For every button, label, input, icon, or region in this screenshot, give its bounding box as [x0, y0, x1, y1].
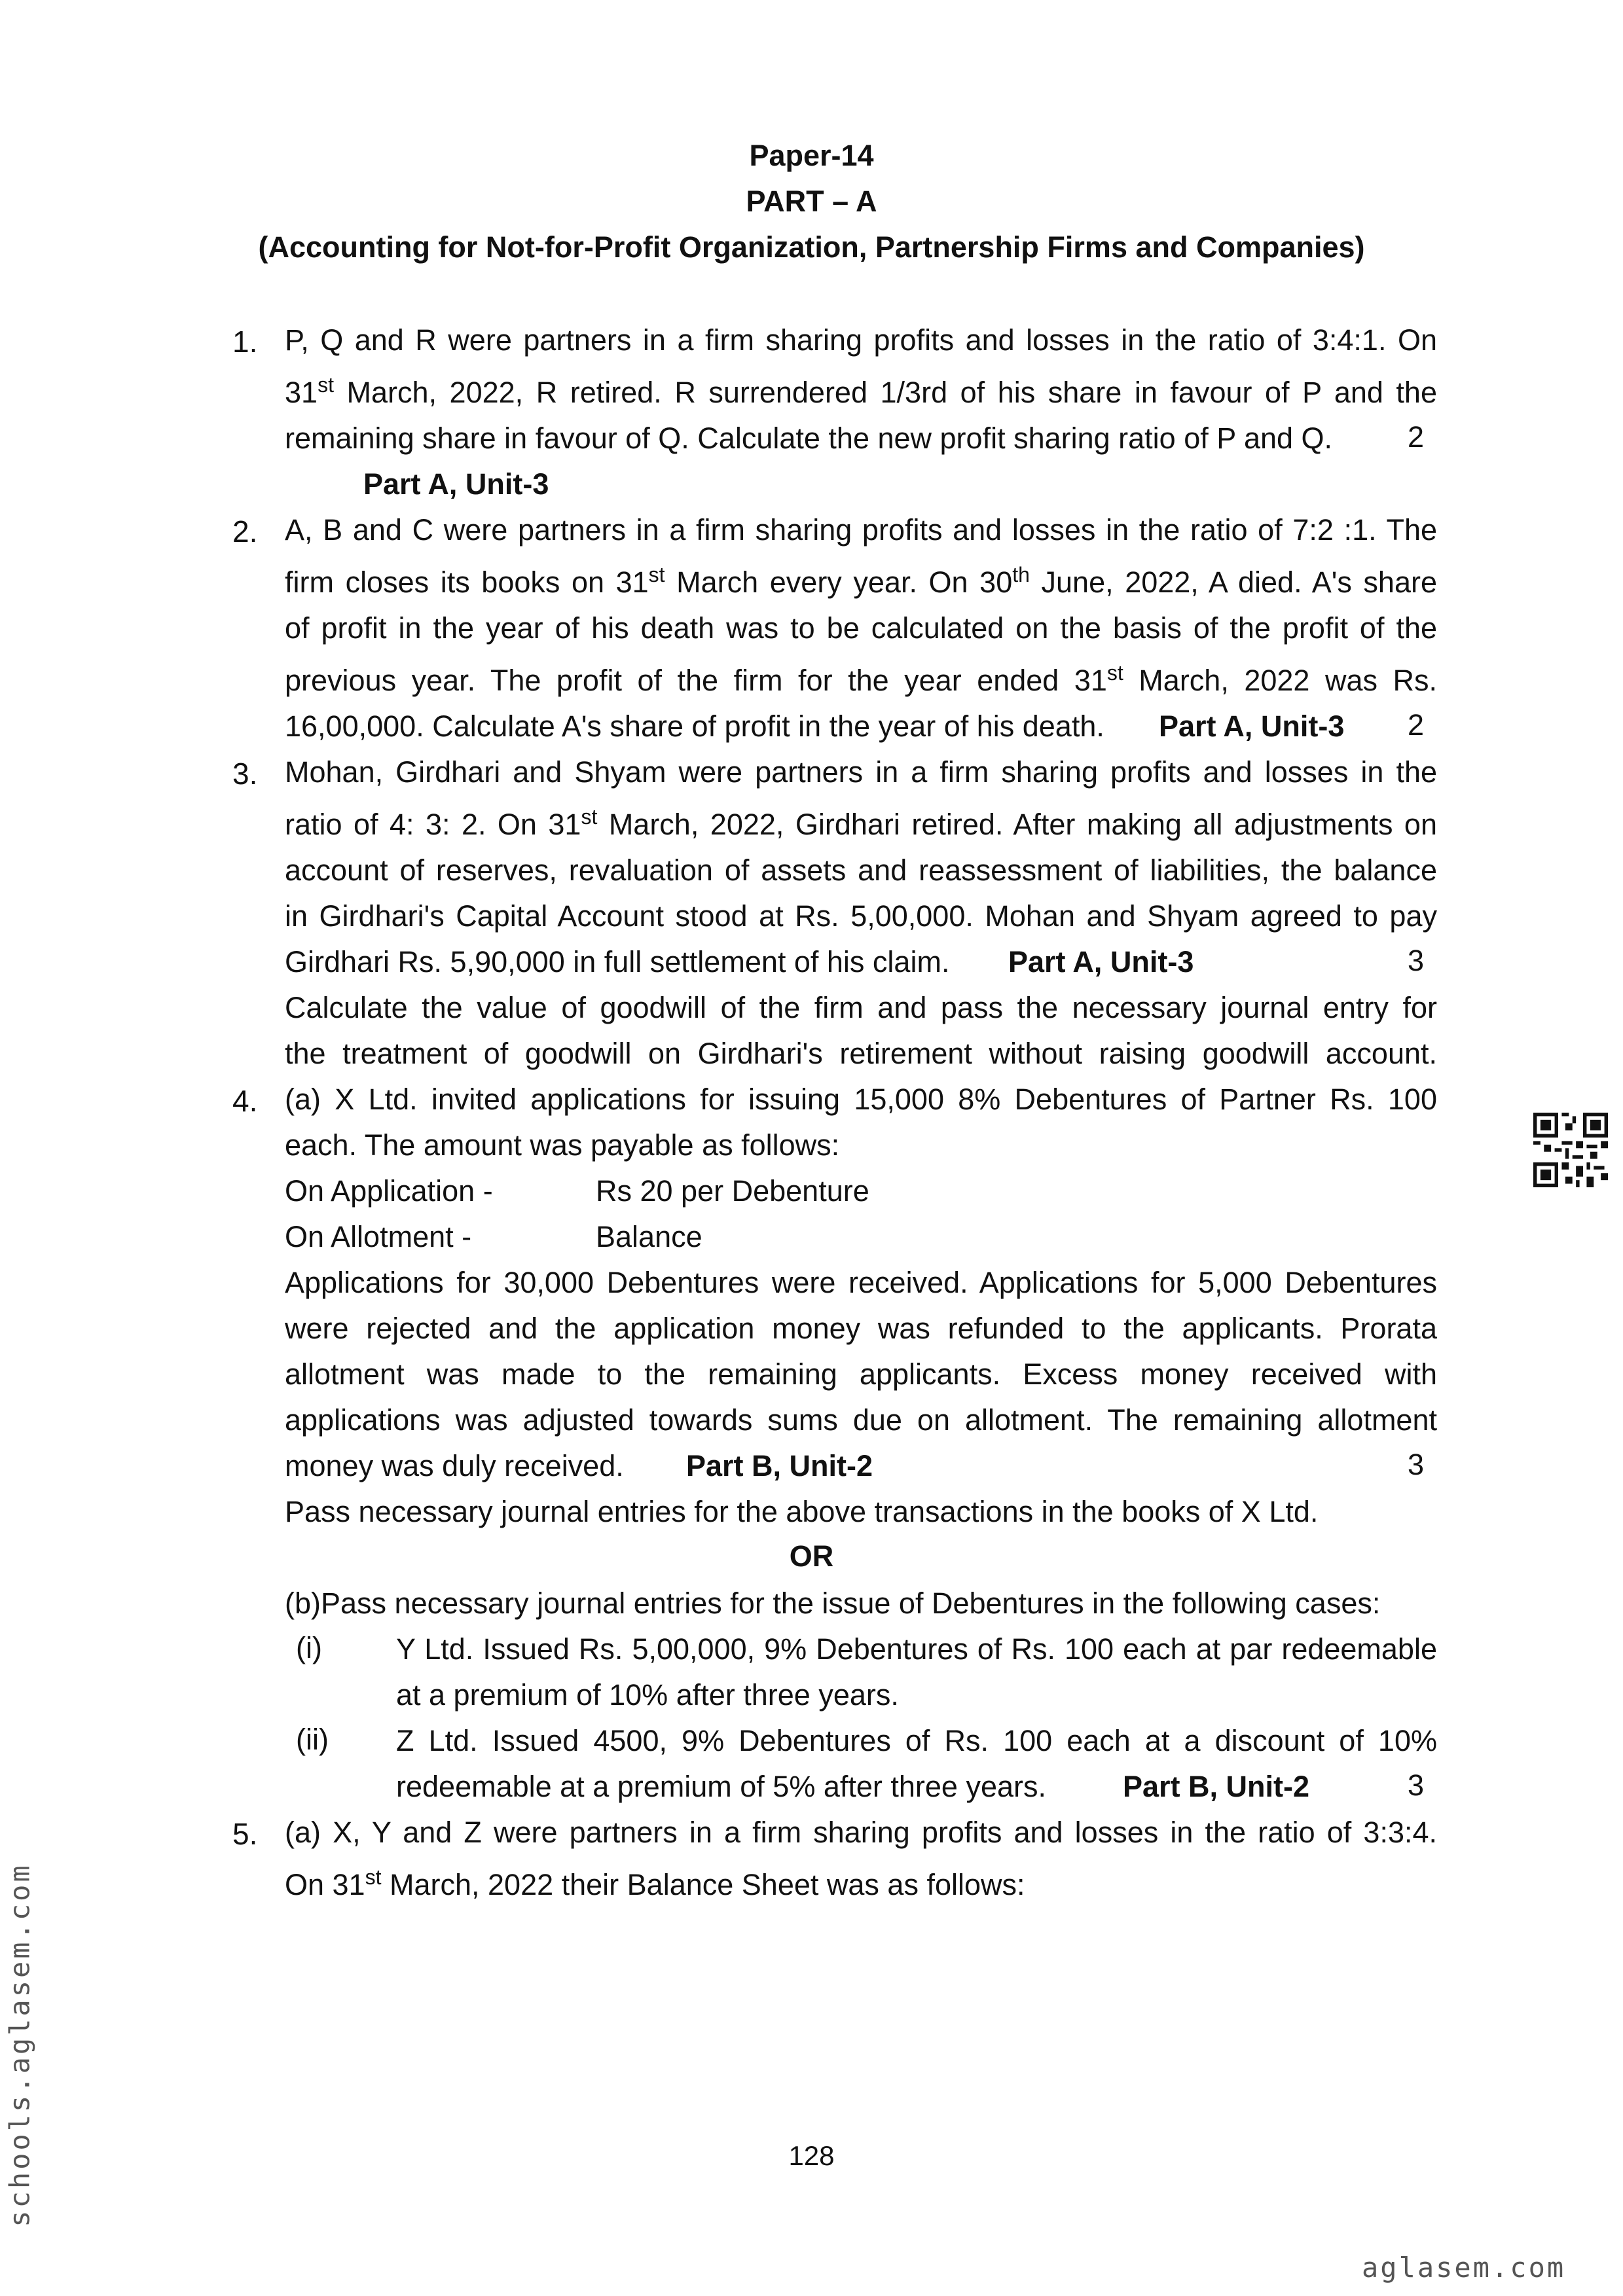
sub-question-number: (i)	[296, 1631, 322, 1664]
paper-title: Paper-14	[749, 139, 874, 172]
marks: 3	[1408, 1448, 1425, 1481]
question-text: allotment was made to the remaining applicants. Excess money received with	[285, 1357, 1437, 1391]
question-text: money was duly received. Part B, Unit-2	[285, 1448, 1437, 1484]
sub-question-number: (ii)	[296, 1723, 329, 1756]
unit-tag: Part A, Unit-3	[1159, 709, 1345, 743]
question-text: (a) X Ltd. invited applications for issuing 15,000 8% Debentures of Partner Rs. 100	[285, 1083, 1437, 1116]
question-text: firm closes its books on 31st March every year. On 30th June, 2022, A died. A's share	[285, 563, 1437, 599]
question-number: 5.	[232, 1817, 258, 1851]
question-text: Girdhari Rs. 5,90,000 in full settlement of his claim. Part A, Unit-3	[285, 944, 1437, 980]
question-text: 16,00,000. Calculate A's share of profit in the year of his death. Part A, Unit-3	[285, 708, 1437, 745]
qr-code-icon	[1533, 1113, 1608, 1187]
question-text: Pass necessary journal entries for the above transactions in the books of X Ltd.	[285, 1495, 1319, 1528]
question-text: (b)Pass necessary journal entries for the issue of Debentures in the following cases:	[285, 1587, 1381, 1620]
part-subtitle: (Accounting for Not-for-Profit Organization, Partnership Firms and Companies)	[258, 230, 1365, 264]
payment-term: On Application - Rs 20 per Debenture	[285, 1174, 869, 1208]
question-number: 3.	[232, 757, 258, 791]
question-text: Applications for 30,000 Debentures were received. Applications for 5,000 Debentures	[285, 1266, 1437, 1299]
page-number: 128	[788, 2140, 835, 2171]
sub-question-text: Y Ltd. Issued Rs. 5,00,000, 9% Debentures of Rs. 100 each at par redeemable	[396, 1632, 1437, 1666]
unit-tag: Part A, Unit-3	[1008, 945, 1194, 978]
question-text: Mohan, Girdhari and Shyam were partners in a firm sharing profits and losses in the	[285, 755, 1437, 789]
marks: 3	[1408, 944, 1425, 977]
question-text: (a) X, Y and Z were partners in a firm sharing profits and losses in the ratio of 3:3:4.	[285, 1816, 1437, 1849]
question-number: 2.	[232, 514, 258, 548]
question-text: in Girdhari's Capital Account stood at Rs. 5,00,000. Mohan and Shyam agreed to pay	[285, 899, 1437, 933]
question-text: A, B and C were partners in a firm sharing profits and losses in the ratio of 7:2 :1. The	[285, 513, 1437, 547]
question-text: were rejected and the application money was refunded to the applicants. Prorata	[285, 1312, 1437, 1345]
watermark-right: aglasem.com	[1362, 2251, 1566, 2284]
question-text: ratio of 4: 3: 2. On 31st March, 2022, Girdhari retired. After making all adjustments on	[285, 805, 1437, 841]
sub-question-text: at a premium of 10% after three years.	[396, 1678, 899, 1712]
question-text: applications was adjusted towards sums due on allotment. The remaining allotment	[285, 1403, 1437, 1437]
unit-tag: Part B, Unit-2	[1123, 1770, 1310, 1803]
marks: 2	[1408, 708, 1425, 742]
question-text: remaining share in favour of Q. Calculate the new profit sharing ratio of P and Q.	[285, 422, 1333, 455]
question-text: of profit in the year of his death was to be calculated on the basis of the profit of the	[285, 611, 1437, 645]
question-number: 4.	[232, 1084, 258, 1118]
unit-tag: Part A, Unit-3	[363, 467, 549, 501]
question-text: P, Q and R were partners in a firm sharing profits and losses in the ratio of 3:4:1. On	[285, 323, 1437, 357]
question-text: the treatment of goodwill on Girdhari's retirement without raising goodwill account.	[285, 1037, 1437, 1070]
question-text: each. The amount was payable as follows:	[285, 1128, 840, 1162]
marks: 2	[1408, 420, 1425, 454]
watermark-left: schools.aglasem.com	[3, 1863, 36, 2227]
payment-term: On Allotment - Balance	[285, 1220, 702, 1253]
question-text: previous year. The profit of the firm for the year ended 31st March, 2022 was Rs.	[285, 661, 1437, 697]
question-text: 31st March, 2022, R retired. R surrendered 1/3rd of his share in favour of P and the	[285, 373, 1437, 409]
marks: 3	[1408, 1768, 1425, 1802]
part-title: PART – A	[746, 185, 877, 218]
question-text: On 31st March, 2022 their Balance Sheet was as follows:	[285, 1865, 1025, 1901]
or-divider: OR	[789, 1539, 834, 1573]
sub-question-text: Z Ltd. Issued 4500, 9% Debentures of Rs. 100 each at a discount of 10%	[396, 1724, 1437, 1757]
unit-tag: Part B, Unit-2	[686, 1449, 873, 1482]
question-text: Calculate the value of goodwill of the firm and pass the necessary journal entry for	[285, 991, 1437, 1024]
sub-question-text: redeemable at a premium of 5% after three years. Part B, Unit-2	[396, 1768, 1437, 1805]
question-text: account of reserves, revaluation of assets and reassessment of liabilities, the balance	[285, 853, 1437, 887]
question-number: 1.	[232, 325, 258, 359]
